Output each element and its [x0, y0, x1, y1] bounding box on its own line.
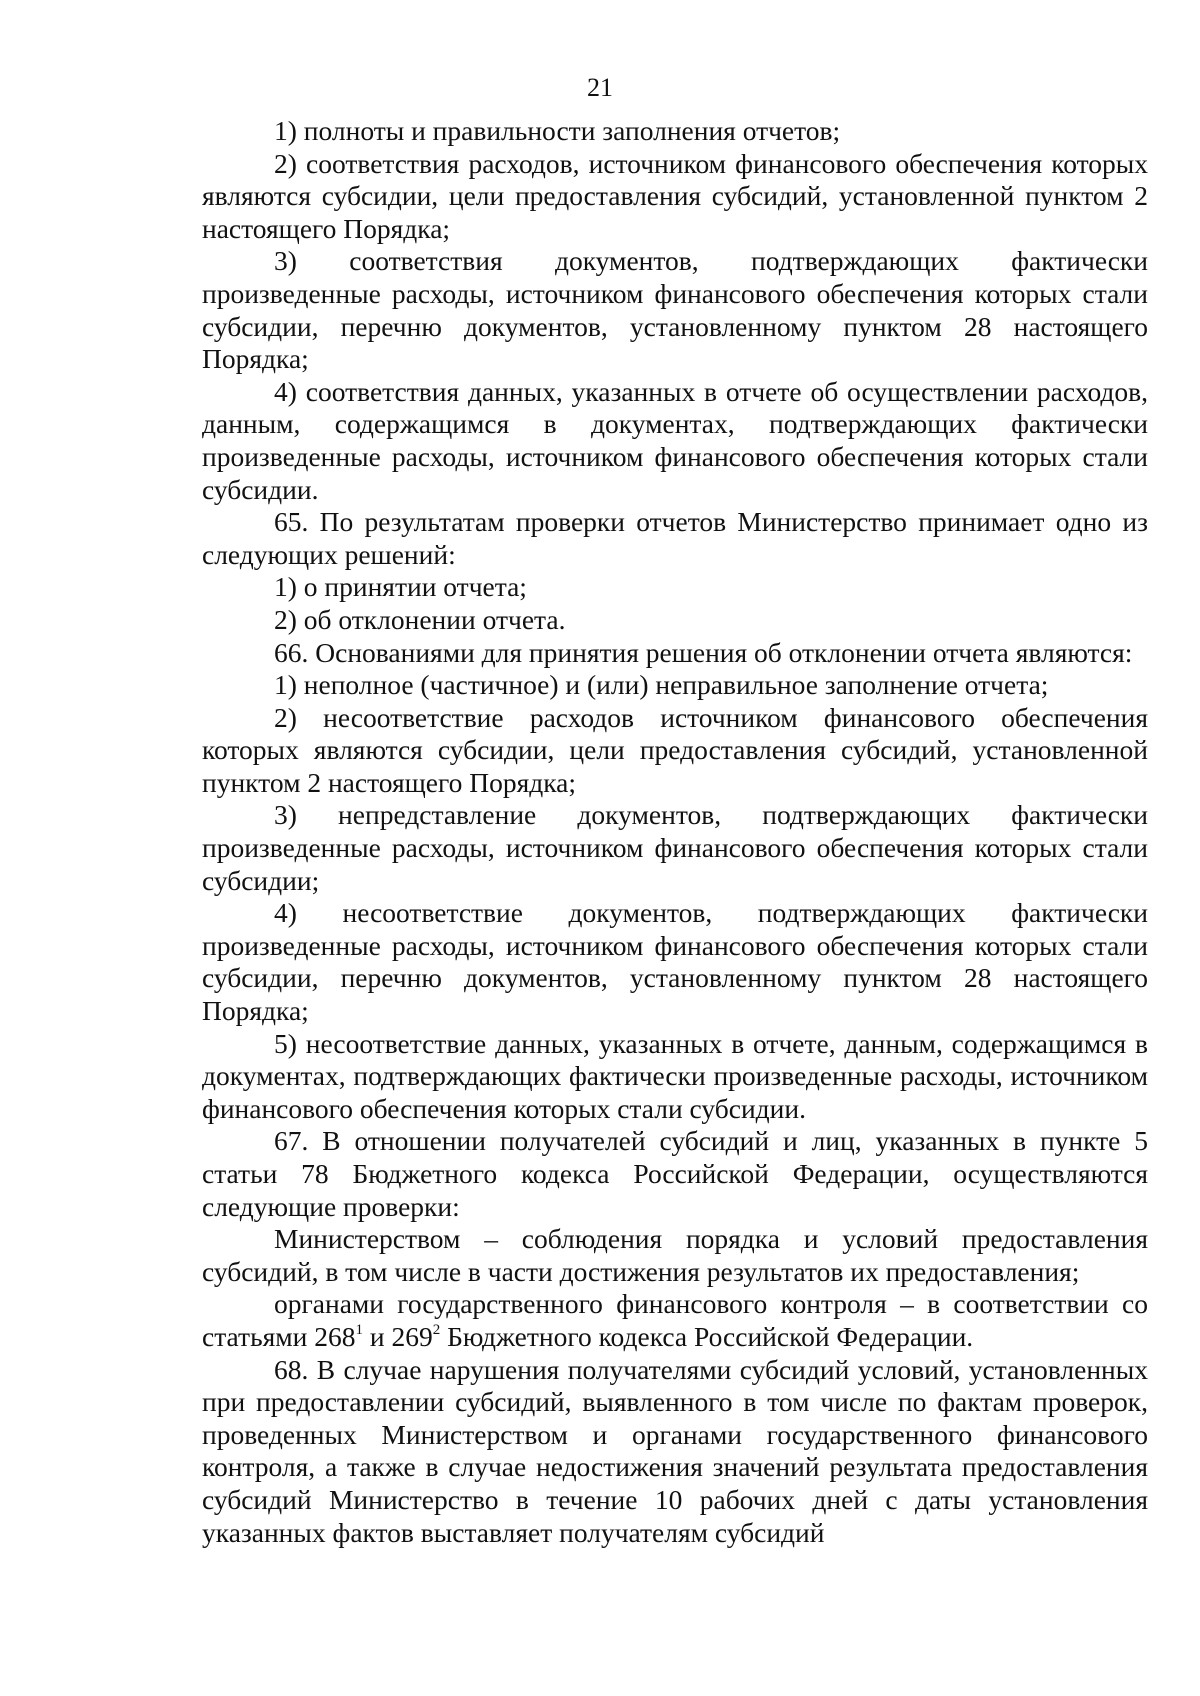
paragraph: 68. В случае нарушения получателями субсидий условий, установленных при предоставлении субсидий, выявленного в том числе по фактам проверок, проведенных Министерством и органами государственного финансового контроля, а также в случае недостижения значений результата предоставления субсидий Министерство в течение 10 рабочих дней с даты установления указанных фактов выставляет получателям субсидий — [202, 1353, 1148, 1548]
paragraph: 4) несоответствие документов, подтверждающих фактически произведенные расходы, источником финансового обеспечения которых стали субсидии, перечню документов, установленному пунктом 28 настоящего Порядка; — [202, 897, 1148, 1027]
paragraph: 3) соответствия документов, подтверждающих фактически произведенные расходы, источником финансового обеспечения которых стали субсидии, перечню документов, установленному пунктом 28 настоящего Порядка; — [202, 245, 1148, 375]
paragraph: 2) соответствия расходов, источником финансового обеспечения которых являются субсидии, цели предоставления субсидий, установленной пунктом 2 настоящего Порядка; — [202, 147, 1148, 244]
paragraph: 1) неполное (частичное) и (или) неправильное заполнение отчета; — [274, 669, 1049, 701]
paragraph: 65. По результатам проверки отчетов Министерство принимает одно из следующих решений: — [202, 506, 1148, 570]
paragraph: 4) соответствия данных, указанных в отчете об осуществлении расходов, данным, содержащимся в документах, подтверждающих фактически произведенные расходы, источником финансового обеспечения которых стали субсидии. — [202, 375, 1148, 505]
paragraph: 5) несоответствие данных, указанных в отчете, данным, содержащимся в документах, подтверждающих фактически произведенные расходы, источником финансового обеспечения которых стали субсидии. — [202, 1027, 1148, 1124]
paragraph: 1) о принятии отчета; — [274, 571, 527, 603]
paragraph-text: Бюджетного кодекса Российской Федерации. — [440, 1320, 974, 1352]
superscript: 1 — [355, 1321, 364, 1338]
document-body — [202, 115, 1148, 1549]
paragraph: 1) полноты и правильности заполнения отчетов; — [274, 115, 841, 146]
paragraph: 67. В отношении получателей субсидий и лиц, указанных в пункте 5 статьи 78 Бюджетного кодекса Российской Федерации, осуществляются следующие проверки: — [202, 1125, 1148, 1222]
paragraph: 66. Основаниями для принятия решения об отклонении отчета являются: — [274, 636, 1133, 668]
paragraph: 2) несоответствие расходов источником финансового обеспечения которых являются субсидии, цели предоставления субсидий, установленной пунктом 2 настоящего Порядка; — [202, 701, 1148, 798]
paragraph: Министерством – соблюдения порядка и условий предоставления субсидий, в том числе в части достижения результатов их предоставления; — [202, 1223, 1148, 1287]
paragraph-with-superscripts — [202, 1288, 1148, 1353]
paragraph: 2) об отклонении отчета. — [274, 603, 566, 635]
page-number: 21 — [587, 73, 613, 102]
superscript: 2 — [432, 1321, 441, 1338]
paragraph: 3) непредставление документов, подтверждающих фактически произведенные расходы, источником финансового обеспечения которых стали субсидии; — [202, 799, 1148, 896]
paragraph-text: и 269 — [363, 1320, 433, 1352]
paragraph-text: органами государственного финансового контроля – в соответствии со статьями 268 — [202, 1288, 1148, 1352]
